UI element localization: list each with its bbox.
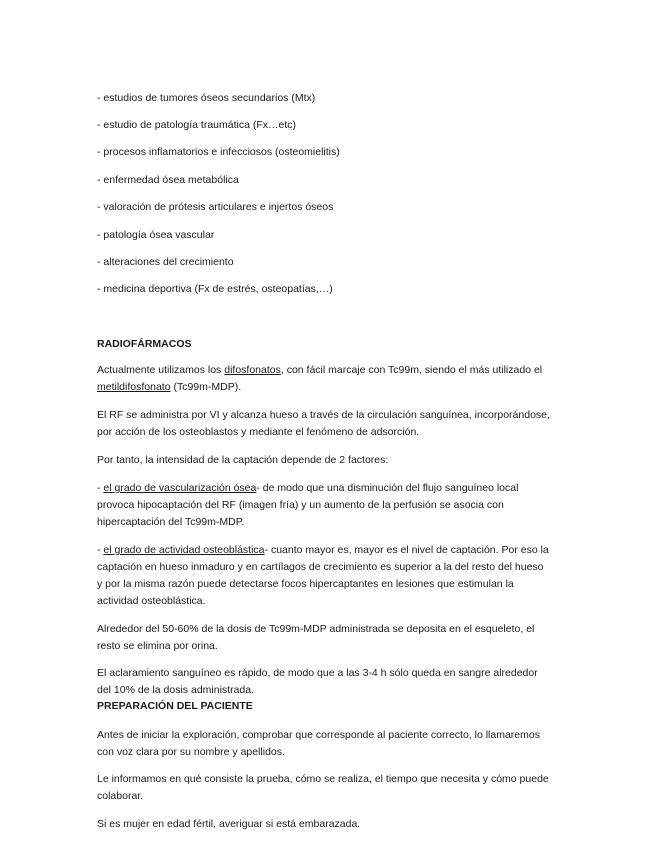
paragraph-informacion	[97, 771, 559, 805]
paragraph-deposito	[97, 621, 559, 655]
paragraph-line: captación en hueso inmaduro y en cartílagos de crecimiento es superior a la del resto del hueso	[97, 561, 544, 573]
paragraph-actividad-osteoblastica	[97, 542, 559, 610]
paragraph-line: Por tanto, la intensidad de la captación depende de 2 factores:	[97, 454, 389, 466]
text-run: -	[97, 544, 104, 556]
paragraph-line: El aclaramiento sanguíneo es rápido, de modo que a las 3-4 h sólo queda en sangre alrededor	[97, 667, 538, 679]
paragraph-factores	[97, 452, 559, 469]
paragraph-aclaramiento	[97, 665, 559, 699]
paragraph-line: El RF se administra por VI y alcanza hueso a través de la circulación sanguínea, incorporándose,	[97, 409, 550, 421]
paragraph-line: por acción de los osteoblastos y mediante el fenómeno de adsorción.	[97, 426, 420, 438]
paragraph-vascularizacion	[97, 480, 559, 531]
list-item: - alteraciones del crecimiento	[97, 256, 234, 268]
underlined-term: el grado de vascularización ósea	[103, 482, 257, 494]
underlined-term: difosfonatos	[224, 364, 281, 376]
paragraph-line: Alrededor del 50-60% de la dosis de Tc99m-MDP administrada se deposita en el esqueleto, el	[97, 623, 535, 635]
paragraph-identificacion	[97, 727, 559, 761]
list-item: - valoración de prótesis articulares e injertos óseos	[97, 201, 334, 213]
paragraph-line: con voz clara por su nombre y apellidos.	[97, 746, 285, 758]
paragraph-line	[97, 542, 559, 559]
text-run: , con fácil marcaje con Tc99m, siendo el más utilizado el	[280, 364, 543, 376]
text-run: Actualmente utilizamos los	[97, 364, 225, 376]
text-run: (Tc99m-MDP).	[170, 381, 242, 393]
paragraph-line: Le informamos en qué consiste la prueba, cómo se realiza, el tiempo que necesita y cómo puede	[97, 773, 549, 785]
paragraph-embarazo	[97, 816, 559, 833]
paragraph-line: resto se elimina por orina.	[97, 640, 218, 652]
underlined-term: metildifosfonato	[97, 381, 171, 393]
paragraph-line: Si es mujer en edad fértil, averiguar si está embarazada.	[97, 818, 361, 830]
paragraph-line	[97, 480, 559, 497]
paragraph-difosfonatos	[97, 362, 559, 396]
text-run: - cuanto mayor es, mayor es el nivel de captación. Por eso la	[264, 544, 549, 556]
section-heading-radiofarmacos: RADIOFÁRMACOS	[97, 338, 192, 350]
paragraph-line: y por la misma razón puede detectarse focos hipercaptantes en lesiones que estimulan la	[97, 578, 514, 590]
paragraph-line: del 10% de la dosis administrada.	[97, 684, 255, 696]
paragraph-line: provoca hipocaptación del RF (imagen fría) y un aumento de la perfusión se asocia con	[97, 499, 504, 511]
text-run: -	[97, 482, 104, 494]
list-item: - enfermedad ósea metabólica	[97, 174, 239, 186]
list-item: - medicina deportiva (Fx de estrés, osteopatías,…)	[97, 283, 333, 295]
underlined-term: el grado de actividad osteoblástica	[103, 544, 265, 556]
paragraph-line: hipercaptación del Tc99m-MDP.	[97, 516, 245, 528]
paragraph-line: colaborar.	[97, 790, 144, 802]
paragraph-line	[97, 379, 559, 396]
list-item: - estudios de tumores óseos secundarios (Mtx)	[97, 92, 316, 104]
paragraph-line	[97, 362, 559, 379]
paragraph-line: actividad osteoblástica.	[97, 595, 206, 607]
paragraph-line: Antes de iniciar la exploración, comprobar que corresponde al paciente correcto, lo llamaremos	[97, 729, 540, 741]
list-item: - patología ósea vascular	[97, 229, 215, 241]
list-item: - procesos inflamatorios e infecciosos (osteomielitis)	[97, 146, 340, 158]
section-heading-preparacion: PREPARACIÓN DEL PACIENTE	[97, 700, 253, 712]
paragraph-administracion	[97, 407, 559, 441]
list-item: - estudio de patología traumática (Fx…etc)	[97, 119, 297, 131]
text-run: - de modo que una disminución del flujo sanguíneo local	[256, 482, 519, 494]
